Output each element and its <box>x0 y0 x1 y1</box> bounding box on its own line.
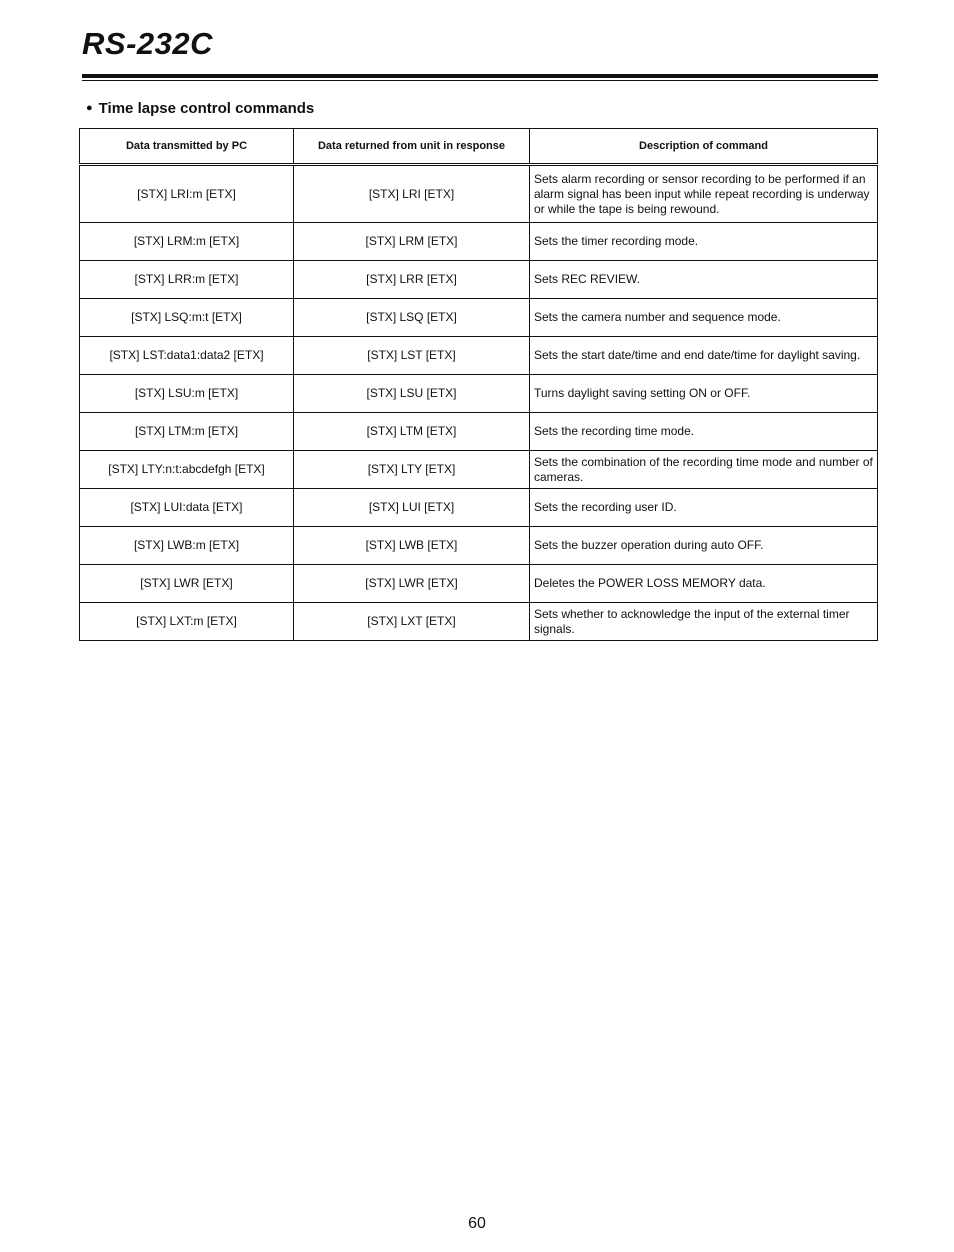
cell-returned: [STX] LTY [ETX] <box>294 451 530 489</box>
cell-returned: [STX] LXT [ETX] <box>294 603 530 641</box>
table-row <box>80 489 878 527</box>
cell-description: Sets the camera number and sequence mode. <box>530 299 878 337</box>
header-rule-thick <box>82 74 878 78</box>
cell-description: Sets whether to acknowledge the input of the external timer signals. <box>530 603 878 641</box>
cell-transmitted: [STX] LXT:m [ETX] <box>80 603 294 641</box>
cell-returned: [STX] LTM [ETX] <box>294 413 530 451</box>
command-table <box>79 128 878 641</box>
cell-transmitted: [STX] LTM:m [ETX] <box>80 413 294 451</box>
table-row <box>80 451 878 489</box>
table-row <box>80 375 878 413</box>
table-row <box>80 261 878 299</box>
header-rule-thin <box>82 80 878 81</box>
table-row <box>80 565 878 603</box>
cell-transmitted: [STX] LST:data1:data2 [ETX] <box>80 337 294 375</box>
cell-returned: [STX] LWR [ETX] <box>294 565 530 603</box>
cell-description: Sets the recording user ID. <box>530 489 878 527</box>
cell-description: Sets alarm recording or sensor recording to be performed if an alarm signal has been input while repeat recording is underway or while the tape is being rewound. <box>530 165 878 223</box>
cell-transmitted: [STX] LWB:m [ETX] <box>80 527 294 565</box>
cell-description: Turns daylight saving setting ON or OFF. <box>530 375 878 413</box>
cell-transmitted: [STX] LRM:m [ETX] <box>80 223 294 261</box>
table-row <box>80 527 878 565</box>
section-heading <box>86 100 314 117</box>
table-header-row <box>80 129 878 165</box>
table-row <box>80 337 878 375</box>
table-row <box>80 165 878 223</box>
cell-transmitted: [STX] LUI:data [ETX] <box>80 489 294 527</box>
table-row <box>80 299 878 337</box>
cell-transmitted: [STX] LSU:m [ETX] <box>80 375 294 413</box>
cell-description: Sets the start date/time and end date/time for daylight saving. <box>530 337 878 375</box>
cell-returned: [STX] LRR [ETX] <box>294 261 530 299</box>
cell-returned: [STX] LSU [ETX] <box>294 375 530 413</box>
cell-returned: [STX] LSQ [ETX] <box>294 299 530 337</box>
cell-description: Sets the recording time mode. <box>530 413 878 451</box>
cell-description: Deletes the POWER LOSS MEMORY data. <box>530 565 878 603</box>
cell-returned: [STX] LRI [ETX] <box>294 165 530 223</box>
cell-returned: [STX] LRM [ETX] <box>294 223 530 261</box>
cell-transmitted: [STX] LRR:m [ETX] <box>80 261 294 299</box>
table-row <box>80 603 878 641</box>
column-header-description: Description of command <box>530 129 878 165</box>
cell-transmitted: [STX] LWR [ETX] <box>80 565 294 603</box>
cell-returned: [STX] LUI [ETX] <box>294 489 530 527</box>
column-header-response: Data returned from unit in response <box>294 129 530 165</box>
page-number: 60 <box>468 1215 486 1232</box>
cell-description: Sets the buzzer operation during auto OFF. <box>530 527 878 565</box>
cell-returned: [STX] LWB [ETX] <box>294 527 530 565</box>
column-header-pc: Data transmitted by PC <box>80 129 294 165</box>
page-header-title: RS-232C <box>82 26 213 61</box>
cell-transmitted: [STX] LRI:m [ETX] <box>80 165 294 223</box>
cell-description: Sets the combination of the recording time mode and number of cameras. <box>530 451 878 489</box>
cell-returned: [STX] LST [ETX] <box>294 337 530 375</box>
table-row <box>80 413 878 451</box>
cell-transmitted: [STX] LSQ:m:t [ETX] <box>80 299 294 337</box>
section-title-text: Time lapse control commands <box>98 100 315 117</box>
cell-description: Sets the timer recording mode. <box>530 223 878 261</box>
bullet-icon: ● <box>86 102 93 114</box>
table-row <box>80 223 878 261</box>
cell-transmitted: [STX] LTY:n:t:abcdefgh [ETX] <box>80 451 294 489</box>
cell-description: Sets REC REVIEW. <box>530 261 878 299</box>
